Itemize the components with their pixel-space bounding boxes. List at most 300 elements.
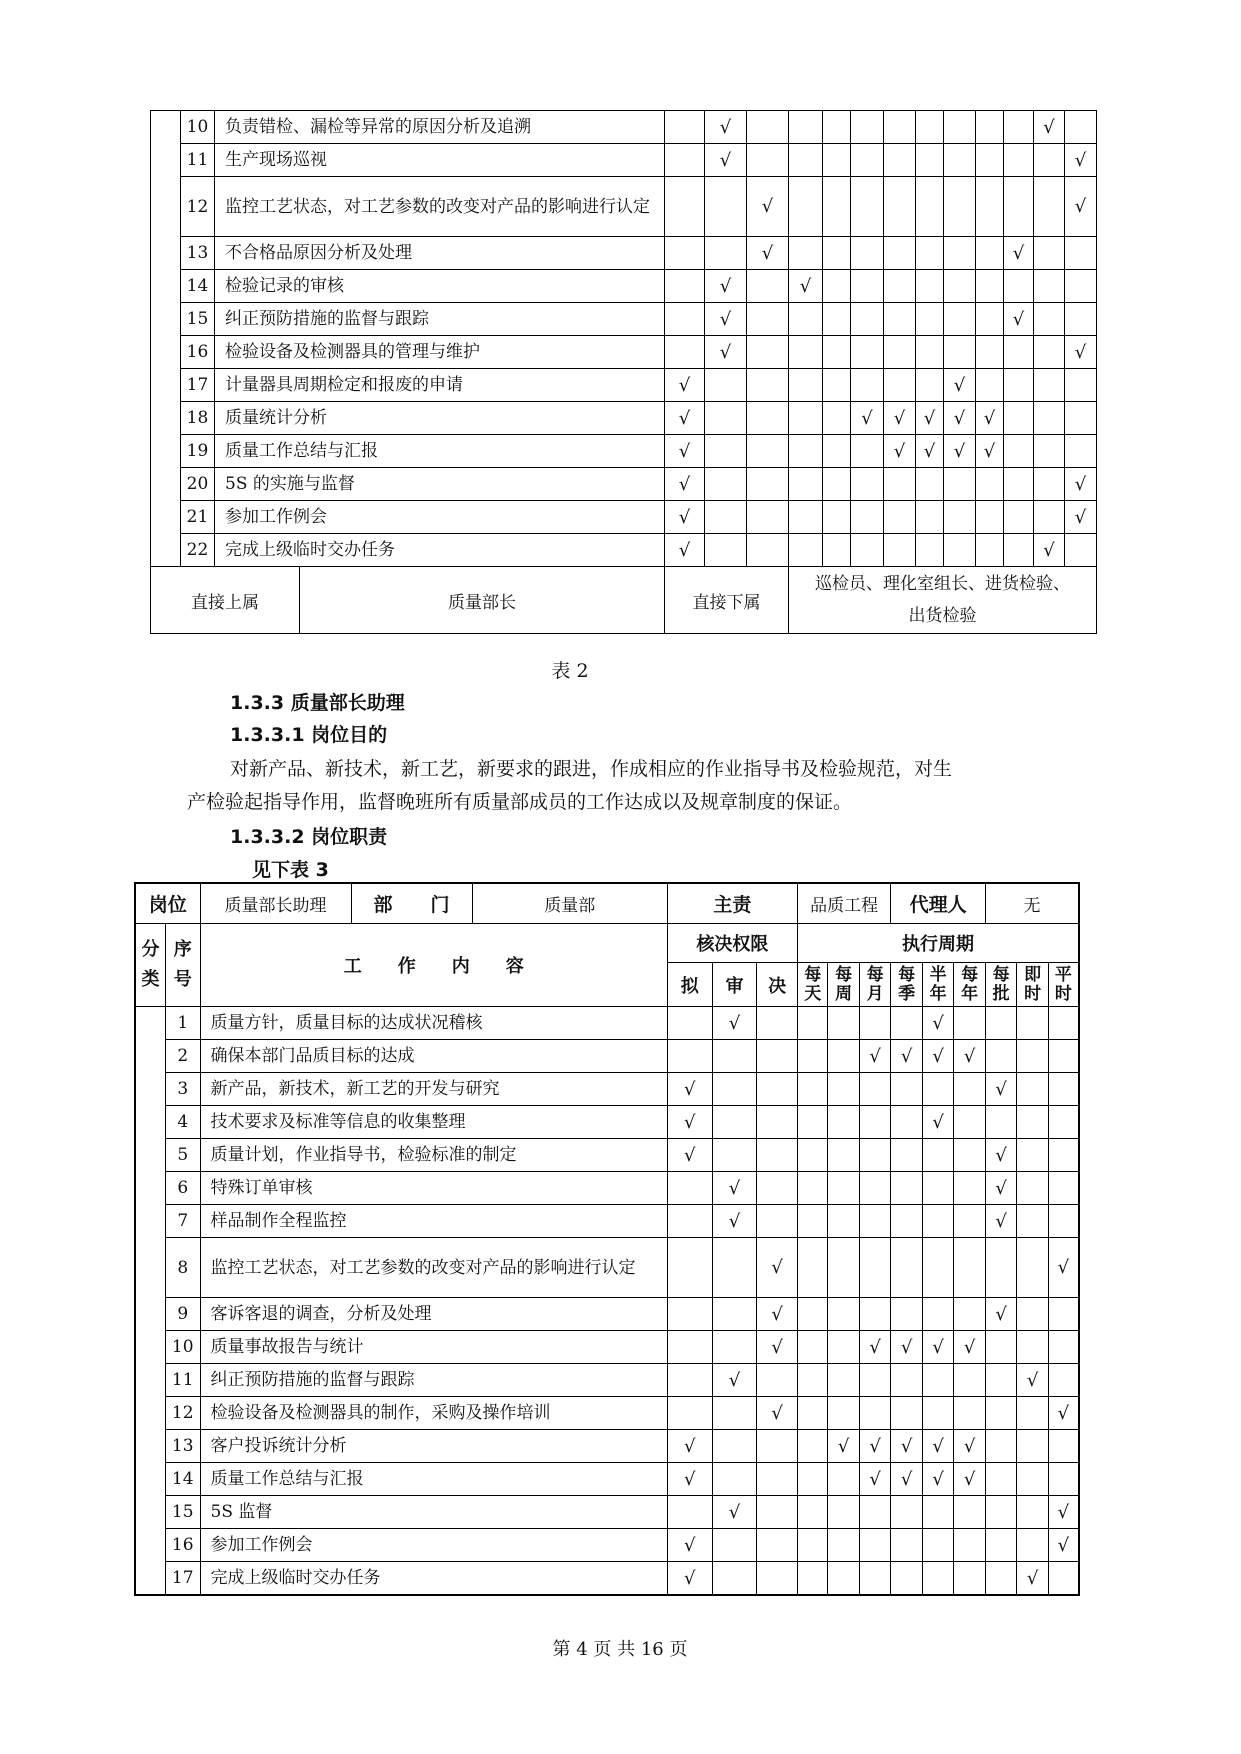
- check-cell: [712, 1463, 757, 1496]
- check-cell: [954, 1529, 986, 1562]
- row-content: 检验记录的审核: [215, 270, 665, 303]
- agent-label: 代理人: [891, 883, 985, 924]
- check-cell: [859, 1298, 890, 1331]
- check-cell: [823, 336, 851, 369]
- check-cell: [789, 501, 823, 534]
- check-cell: [828, 1364, 859, 1397]
- auth-col-3: 决: [757, 963, 798, 1007]
- check-cell: √: [944, 402, 976, 435]
- table-row: [135, 1040, 1079, 1073]
- check-cell: [1065, 402, 1097, 435]
- check-cell: √: [859, 1463, 890, 1496]
- check-cell: [823, 501, 851, 534]
- check-cell: √: [705, 144, 747, 177]
- check-cell: [851, 303, 884, 336]
- check-cell: [922, 1562, 953, 1596]
- section-heading: 1.3.3 质量部长助理: [230, 692, 405, 714]
- check-cell: [823, 270, 851, 303]
- check-cell: [1048, 1073, 1079, 1106]
- row-content: 技术要求及标准等信息的收集整理: [200, 1106, 667, 1139]
- check-cell: √: [712, 1172, 757, 1205]
- check-cell: [891, 1172, 922, 1205]
- check-cell: √: [747, 237, 789, 270]
- check-cell: [859, 1073, 890, 1106]
- check-cell: [667, 1238, 712, 1298]
- check-cell: [797, 1529, 827, 1562]
- check-cell: [828, 1562, 859, 1596]
- check-cell: √: [1065, 336, 1097, 369]
- check-cell: [667, 1040, 712, 1073]
- row-number: 17: [165, 1562, 200, 1596]
- check-cell: [859, 1397, 890, 1430]
- check-cell: [891, 1007, 922, 1040]
- check-cell: [1017, 1529, 1048, 1562]
- check-cell: [954, 1562, 986, 1596]
- check-cell: [1017, 1331, 1048, 1364]
- purpose-paragraph-line2: 产检验起指导作用，监督晚班所有质量部成员的工作达成以及规章制度的保证。: [187, 791, 853, 813]
- check-cell: [823, 177, 851, 237]
- period-header: 执行周期: [797, 924, 1079, 963]
- check-cell: [1004, 336, 1034, 369]
- row-number: 15: [181, 303, 215, 336]
- check-cell: [916, 501, 944, 534]
- check-cell: [823, 435, 851, 468]
- check-cell: √: [665, 501, 705, 534]
- period-char-bottom: 月: [866, 983, 884, 1004]
- check-cell: [944, 534, 976, 567]
- check-cell: [789, 435, 823, 468]
- check-cell: √: [1048, 1529, 1079, 1562]
- table-row: [135, 1529, 1079, 1562]
- subordinate-label: 直接下属: [665, 567, 789, 634]
- check-cell: [1034, 336, 1065, 369]
- table-continued: [150, 110, 1097, 634]
- check-cell: [859, 1496, 890, 1529]
- check-cell: [705, 501, 747, 534]
- check-cell: [891, 1106, 922, 1139]
- check-cell: [789, 144, 823, 177]
- check-cell: √: [922, 1040, 953, 1073]
- subsection-heading-duties: 1.3.3.2 岗位职责: [230, 826, 388, 848]
- row-content: 样品制作全程监控: [200, 1205, 667, 1238]
- check-cell: [1004, 435, 1034, 468]
- check-cell: [859, 1172, 890, 1205]
- check-cell: √: [985, 1205, 1016, 1238]
- check-cell: √: [665, 402, 705, 435]
- row-number: 11: [181, 144, 215, 177]
- check-cell: [922, 1238, 953, 1298]
- check-cell: [884, 468, 916, 501]
- row-content: 监控工艺状态，对工艺参数的改变对产品的影响进行认定: [215, 177, 665, 237]
- check-cell: √: [859, 1331, 890, 1364]
- check-cell: √: [747, 177, 789, 237]
- check-cell: [851, 237, 884, 270]
- check-cell: [916, 270, 944, 303]
- subordinate-value: [789, 567, 1097, 634]
- check-cell: [985, 1397, 1016, 1430]
- check-cell: [712, 1106, 757, 1139]
- agent-value: 无: [985, 883, 1079, 924]
- check-cell: [944, 501, 976, 534]
- check-cell: √: [922, 1007, 953, 1040]
- check-cell: √: [916, 435, 944, 468]
- row-content: 检验设备及检测器具的制作，采购及操作培训: [200, 1397, 667, 1430]
- check-cell: [797, 1430, 827, 1463]
- row-number: 7: [165, 1205, 200, 1238]
- row-number: 5: [165, 1139, 200, 1172]
- row-number: 14: [165, 1463, 200, 1496]
- check-cell: [985, 1562, 1016, 1596]
- check-cell: [985, 1040, 1016, 1073]
- table-row: [135, 1331, 1079, 1364]
- check-cell: [823, 303, 851, 336]
- period-char-top: 每: [835, 964, 853, 985]
- period-col-6: [954, 963, 986, 1007]
- check-cell: √: [1048, 1238, 1079, 1298]
- check-cell: √: [916, 402, 944, 435]
- row-number: 13: [181, 237, 215, 270]
- row-content: 质量工作总结与汇报: [200, 1463, 667, 1496]
- check-cell: √: [985, 1139, 1016, 1172]
- check-cell: [985, 1529, 1016, 1562]
- check-cell: [828, 1529, 859, 1562]
- check-cell: [747, 468, 789, 501]
- check-cell: [985, 1007, 1016, 1040]
- check-cell: [757, 1496, 798, 1529]
- check-cell: [797, 1073, 827, 1106]
- check-cell: √: [665, 468, 705, 501]
- dept-value: 质量部: [544, 896, 596, 916]
- check-cell: [705, 369, 747, 402]
- check-cell: √: [1048, 1397, 1079, 1430]
- check-cell: [667, 1364, 712, 1397]
- period-char-top: 半: [929, 964, 947, 985]
- check-cell: [667, 1397, 712, 1430]
- check-cell: [1034, 402, 1065, 435]
- check-cell: [851, 177, 884, 237]
- table-row: [135, 1496, 1079, 1529]
- check-cell: [859, 1007, 890, 1040]
- check-cell: [859, 1364, 890, 1397]
- check-cell: √: [954, 1430, 986, 1463]
- check-cell: [1048, 1205, 1079, 1238]
- check-cell: √: [667, 1430, 712, 1463]
- check-cell: [859, 1529, 890, 1562]
- check-cell: [1065, 237, 1097, 270]
- row-number: 1: [165, 1007, 200, 1040]
- col-class-header: [135, 924, 165, 1007]
- check-cell: [954, 1298, 986, 1331]
- check-cell: [859, 1238, 890, 1298]
- check-cell: [705, 237, 747, 270]
- period-char-bottom: 时: [1024, 983, 1042, 1004]
- check-cell: [823, 111, 851, 144]
- check-cell: √: [667, 1106, 712, 1139]
- check-cell: [851, 144, 884, 177]
- table-row: [151, 111, 1097, 144]
- page-footer: 第 4 页 共 16 页: [552, 1639, 688, 1660]
- check-cell: [828, 1139, 859, 1172]
- check-cell: [891, 1298, 922, 1331]
- check-cell: [976, 468, 1004, 501]
- row-content: 完成上级临时交办任务: [200, 1562, 667, 1596]
- superior-cells: [151, 567, 665, 634]
- check-cell: √: [985, 1073, 1016, 1106]
- period-char-bottom: 批: [992, 983, 1010, 1004]
- check-cell: [828, 1496, 859, 1529]
- check-cell: [823, 402, 851, 435]
- check-cell: [1034, 270, 1065, 303]
- see-table-note: 见下表 3: [252, 859, 329, 881]
- row-content: 不合格品原因分析及处理: [215, 237, 665, 270]
- check-cell: [976, 237, 1004, 270]
- check-cell: [954, 1205, 986, 1238]
- check-cell: [916, 336, 944, 369]
- check-cell: [985, 1463, 1016, 1496]
- check-cell: [1048, 1040, 1079, 1073]
- check-cell: [859, 1205, 890, 1238]
- check-cell: [757, 1106, 798, 1139]
- check-cell: [884, 237, 916, 270]
- subordinate-line2: 出货检验: [908, 606, 977, 626]
- check-cell: [665, 111, 705, 144]
- check-cell: [667, 1298, 712, 1331]
- period-col-5: [922, 963, 953, 1007]
- check-cell: [667, 1205, 712, 1238]
- table-row: [135, 1364, 1079, 1397]
- check-cell: √: [851, 402, 884, 435]
- check-cell: √: [712, 1496, 757, 1529]
- check-cell: [828, 1205, 859, 1238]
- table-row: [135, 1007, 1079, 1040]
- check-cell: [747, 303, 789, 336]
- check-cell: [1017, 1298, 1048, 1331]
- row-content: 参加工作例会: [215, 501, 665, 534]
- check-cell: [828, 1106, 859, 1139]
- check-cell: [891, 1073, 922, 1106]
- check-cell: [789, 111, 823, 144]
- row-content: 质量工作总结与汇报: [215, 435, 665, 468]
- check-cell: [985, 1238, 1016, 1298]
- check-cell: [665, 303, 705, 336]
- check-cell: [757, 1463, 798, 1496]
- check-cell: [667, 1007, 712, 1040]
- check-cell: [797, 1139, 827, 1172]
- period-char-bottom: 天: [804, 983, 822, 1004]
- check-cell: [976, 111, 1004, 144]
- check-cell: [851, 336, 884, 369]
- check-cell: [1048, 1139, 1079, 1172]
- check-cell: [1004, 534, 1034, 567]
- check-cell: √: [922, 1331, 953, 1364]
- check-cell: [976, 369, 1004, 402]
- check-cell: [712, 1529, 757, 1562]
- check-cell: √: [757, 1331, 798, 1364]
- check-cell: [1004, 177, 1034, 237]
- row-content: 完成上级临时交办任务: [215, 534, 665, 567]
- check-cell: [976, 144, 1004, 177]
- check-cell: [757, 1139, 798, 1172]
- check-cell: [851, 501, 884, 534]
- check-cell: [884, 303, 916, 336]
- check-cell: √: [705, 270, 747, 303]
- check-cell: √: [828, 1430, 859, 1463]
- dept-label: 部 门: [352, 884, 473, 923]
- class-cell: [135, 1007, 165, 1596]
- check-cell: [922, 1205, 953, 1238]
- check-cell: √: [667, 1529, 712, 1562]
- check-cell: [851, 468, 884, 501]
- table-row: [151, 336, 1097, 369]
- check-cell: [1017, 1238, 1048, 1298]
- row-content: 参加工作例会: [200, 1529, 667, 1562]
- row-content: 纠正预防措施的监督与跟踪: [215, 303, 665, 336]
- check-cell: [916, 177, 944, 237]
- check-cell: √: [757, 1298, 798, 1331]
- row-number: 11: [165, 1364, 200, 1397]
- check-cell: [884, 270, 916, 303]
- check-cell: [859, 1139, 890, 1172]
- period-char-top: 即: [1024, 964, 1042, 985]
- period-char-top: 每: [804, 964, 822, 985]
- row-number: 2: [165, 1040, 200, 1073]
- check-cell: [797, 1238, 827, 1298]
- check-cell: [922, 1172, 953, 1205]
- check-cell: [891, 1238, 922, 1298]
- check-cell: [789, 534, 823, 567]
- check-cell: [891, 1562, 922, 1596]
- check-cell: [1065, 270, 1097, 303]
- check-cell: √: [922, 1463, 953, 1496]
- period-char-bottom: 年: [929, 983, 947, 1004]
- check-cell: [851, 270, 884, 303]
- check-cell: √: [976, 435, 1004, 468]
- check-cell: [712, 1397, 757, 1430]
- check-cell: [789, 468, 823, 501]
- check-cell: [823, 237, 851, 270]
- check-cell: [884, 177, 916, 237]
- check-cell: [789, 177, 823, 237]
- check-cell: [757, 1205, 798, 1238]
- check-cell: [985, 1496, 1016, 1529]
- check-cell: [922, 1496, 953, 1529]
- table-row: [151, 402, 1097, 435]
- period-col-1: [797, 963, 827, 1007]
- check-cell: [665, 270, 705, 303]
- check-cell: [747, 534, 789, 567]
- check-cell: [747, 435, 789, 468]
- reporting-row: [151, 567, 1097, 634]
- check-cell: [884, 336, 916, 369]
- check-cell: √: [922, 1430, 953, 1463]
- subordinate-line1: 巡检员、理化室组长、进货检验、: [815, 574, 1070, 594]
- check-cell: √: [1017, 1364, 1048, 1397]
- period-col-9: [1048, 963, 1079, 1007]
- check-cell: [891, 1529, 922, 1562]
- check-cell: [1034, 468, 1065, 501]
- check-cell: [1034, 435, 1065, 468]
- check-cell: [884, 111, 916, 144]
- check-cell: [922, 1529, 953, 1562]
- check-cell: [1048, 1364, 1079, 1397]
- post-label: 岗位: [135, 883, 200, 924]
- check-cell: [823, 144, 851, 177]
- row-content: 新产品，新技术，新工艺的开发与研究: [200, 1073, 667, 1106]
- table-row: [135, 1238, 1079, 1298]
- row-content: 纠正预防措施的监督与跟踪: [200, 1364, 667, 1397]
- check-cell: [823, 468, 851, 501]
- period-col-2: [828, 963, 859, 1007]
- check-cell: [976, 303, 1004, 336]
- check-cell: √: [1065, 501, 1097, 534]
- check-cell: [712, 1430, 757, 1463]
- check-cell: [985, 1430, 1016, 1463]
- check-cell: [891, 1205, 922, 1238]
- table-row: [135, 1139, 1079, 1172]
- period-col-8: [1017, 963, 1048, 1007]
- check-cell: √: [1034, 111, 1065, 144]
- table-row: [135, 1205, 1079, 1238]
- col-no-header: [165, 924, 200, 1007]
- check-cell: [891, 1139, 922, 1172]
- check-cell: [828, 1463, 859, 1496]
- check-cell: [823, 534, 851, 567]
- check-cell: [1065, 303, 1097, 336]
- check-cell: [705, 435, 747, 468]
- check-cell: [665, 336, 705, 369]
- check-cell: [891, 1397, 922, 1430]
- row-number: 12: [181, 177, 215, 237]
- check-cell: √: [665, 534, 705, 567]
- check-cell: [797, 1331, 827, 1364]
- check-cell: √: [667, 1073, 712, 1106]
- check-cell: [1048, 1430, 1079, 1463]
- check-cell: [667, 1172, 712, 1205]
- check-cell: [1048, 1172, 1079, 1205]
- superior-label: 直接上属: [151, 567, 300, 633]
- check-cell: [884, 534, 916, 567]
- check-cell: [1017, 1139, 1048, 1172]
- check-cell: [884, 369, 916, 402]
- check-cell: [859, 1106, 890, 1139]
- check-cell: [985, 1331, 1016, 1364]
- check-cell: [976, 501, 1004, 534]
- check-cell: [1004, 501, 1034, 534]
- check-cell: [789, 303, 823, 336]
- check-cell: [916, 237, 944, 270]
- check-cell: √: [985, 1298, 1016, 1331]
- check-cell: [665, 177, 705, 237]
- check-cell: [1048, 1562, 1079, 1596]
- table-row: [135, 1298, 1079, 1331]
- check-cell: [884, 501, 916, 534]
- check-cell: [1048, 1106, 1079, 1139]
- check-cell: [757, 1364, 798, 1397]
- check-cell: [712, 1298, 757, 1331]
- check-cell: [747, 336, 789, 369]
- check-cell: √: [757, 1397, 798, 1430]
- check-cell: [828, 1007, 859, 1040]
- check-cell: [828, 1073, 859, 1106]
- check-cell: [916, 144, 944, 177]
- check-cell: [1017, 1106, 1048, 1139]
- row-content: 监控工艺状态，对工艺参数的改变对产品的影响进行认定: [200, 1238, 667, 1298]
- check-cell: [944, 270, 976, 303]
- check-cell: [954, 1007, 986, 1040]
- check-cell: [954, 1172, 986, 1205]
- period-char-top: 每: [898, 964, 916, 985]
- row-content: 确保本部门品质目标的达成: [200, 1040, 667, 1073]
